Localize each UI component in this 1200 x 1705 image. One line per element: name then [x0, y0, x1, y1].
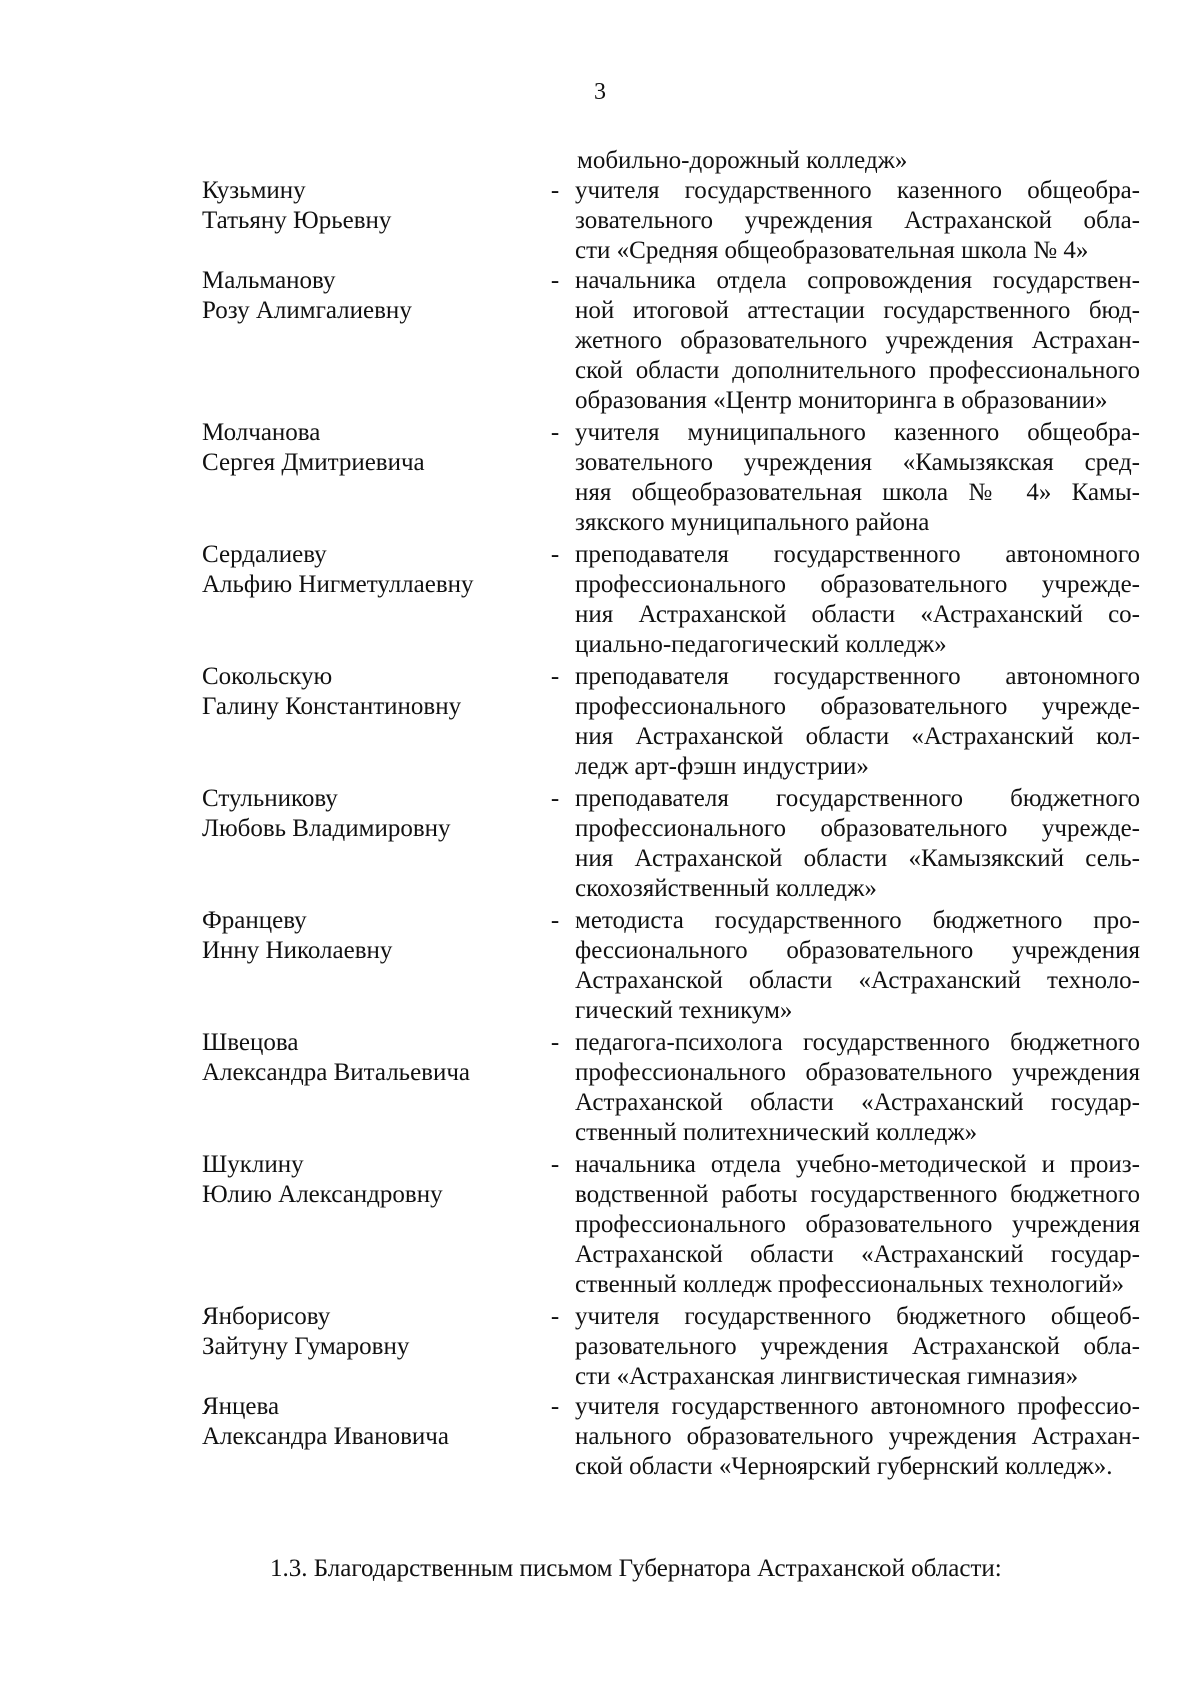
position-description — [575, 1392, 1140, 1482]
person-name — [202, 266, 522, 326]
description-line: ния Астраханской области «Астраханский со- — [575, 601, 1140, 628]
given-names: Инну Николаевну — [202, 937, 393, 964]
list-entry — [0, 1302, 1200, 1392]
surname: Шуклину — [202, 1151, 304, 1178]
given-names: Розу Алимгалиевну — [202, 297, 412, 324]
description-line: ственный политехнический колледж» — [575, 1119, 978, 1146]
list-entry — [0, 906, 1200, 1028]
description-line: ния Астраханской области «Камызякский сель- — [575, 845, 1140, 872]
description-line: сти «Астраханская лингвистическая гимназия» — [575, 1363, 1079, 1390]
award-list — [0, 176, 1200, 1482]
description-line: зякского муниципального района — [575, 509, 930, 536]
description-line: педагога-психолога государственного бюджетного — [575, 1029, 1140, 1056]
surname: Кузьмину — [202, 177, 306, 204]
dash-separator: - — [550, 1029, 560, 1056]
description-line: преподавателя государственного автономного — [575, 663, 1140, 690]
description-line: преподавателя государственного бюджетного — [575, 785, 1140, 812]
dash-separator: - — [550, 1303, 560, 1330]
given-names: Сергея Дмитриевича — [202, 449, 425, 476]
dash-separator: - — [550, 177, 560, 204]
list-entry — [0, 1392, 1200, 1482]
description-line: ской области «Черноярский губернский колледж». — [575, 1453, 1113, 1480]
description-line: профессионального образовательного учрежде- — [575, 815, 1140, 842]
position-description — [575, 1028, 1140, 1148]
description-line: разовательного учреждения Астраханской обла- — [575, 1333, 1140, 1360]
position-description — [575, 418, 1140, 538]
person-name — [202, 1150, 522, 1210]
surname: Мальманову — [202, 267, 336, 294]
description-line: профессионального образовательного учрежде- — [575, 571, 1140, 598]
list-entry — [0, 1150, 1200, 1302]
position-description — [575, 540, 1140, 660]
given-names: Галину Константиновну — [202, 693, 462, 720]
person-name — [202, 1028, 522, 1088]
section-paragraph: 1.3. Благодарственным письмом Губернатора Астраханской области: — [270, 1555, 1002, 1582]
surname: Молчанова — [202, 419, 321, 446]
description-line: фессионального образовательного учреждения — [575, 937, 1140, 964]
position-description — [575, 1150, 1140, 1300]
description-line: ледж арт-фэшн индустрии» — [575, 753, 869, 780]
given-names: Александра Витальевича — [202, 1059, 471, 1086]
description-line: няя общеобразовательная школа № 4» Камы- — [575, 479, 1140, 506]
person-name — [202, 784, 522, 844]
description-line: учителя государственного казенного общеобра- — [575, 177, 1140, 204]
description-line: образования «Центр мониторинга в образовании» — [575, 387, 1108, 414]
surname: Францеву — [202, 907, 307, 934]
dash-separator: - — [550, 663, 560, 690]
description-line: профессионального образовательного учреждения — [575, 1211, 1140, 1238]
description-line: циально-педагогический колледж» — [575, 631, 947, 658]
person-name — [202, 1302, 522, 1362]
description-line: профессионального образовательного учреждения — [575, 1059, 1140, 1086]
dash-separator: - — [550, 267, 560, 294]
list-entry — [0, 1028, 1200, 1150]
description-line: учителя государственного бюджетного общеоб- — [575, 1303, 1140, 1330]
description-line: ственный колледж профессиональных технологий» — [575, 1271, 1125, 1298]
given-names: Юлию Александровну — [202, 1181, 443, 1208]
surname: Янборисову — [202, 1303, 331, 1330]
dash-separator: - — [550, 419, 560, 446]
list-entry — [0, 418, 1200, 540]
description-line: преподавателя государственного автономного — [575, 541, 1140, 568]
person-name — [202, 662, 522, 722]
position-description — [575, 784, 1140, 904]
given-names: Альфию Нигметуллаевну — [202, 571, 474, 598]
dash-separator: - — [550, 541, 560, 568]
description-line: начальника отдела сопровождения государствен- — [575, 267, 1140, 294]
description-line: учителя муниципального казенного общеобра- — [575, 419, 1140, 446]
surname: Швецова — [202, 1029, 299, 1056]
list-entry — [0, 540, 1200, 662]
description-line: жетного образовательного учреждения Астрахан- — [575, 327, 1140, 354]
given-names: Александра Ивановича — [202, 1423, 449, 1450]
description-line: начальника отдела учебно-методической и произ- — [575, 1151, 1140, 1178]
description-line: водственной работы государственного бюджетного — [575, 1181, 1140, 1208]
dash-separator: - — [550, 907, 560, 934]
given-names: Зайтуну Гумаровну — [202, 1333, 410, 1360]
description-line: скохозяйственный колледж» — [575, 875, 877, 902]
person-name — [202, 176, 522, 236]
description-line: зовательного учреждения «Камызякская сред- — [575, 449, 1140, 476]
page-number: 3 — [594, 79, 606, 105]
list-entry — [0, 662, 1200, 784]
description-line: профессионального образовательного учрежде- — [575, 693, 1140, 720]
dash-separator: - — [550, 1151, 560, 1178]
position-description — [575, 906, 1140, 1026]
description-line: ской области дополнительного профессионального — [575, 357, 1140, 384]
list-entry — [0, 176, 1200, 266]
surname: Стульникову — [202, 785, 338, 812]
description-line: нального образовательного учреждения Астрахан- — [575, 1423, 1140, 1450]
list-entry — [0, 266, 1200, 418]
description-line: Астраханской области «Астраханский государ- — [575, 1241, 1140, 1268]
position-description — [575, 662, 1140, 782]
person-name — [202, 540, 522, 600]
position-description — [575, 176, 1140, 266]
continuation-line: мобильно-дорожный колледж» — [577, 147, 908, 174]
description-line: учителя государственного автономного профессио- — [575, 1393, 1140, 1420]
surname: Сердалиеву — [202, 541, 327, 568]
position-description — [575, 266, 1140, 416]
person-name — [202, 418, 522, 478]
person-name — [202, 906, 522, 966]
surname: Сокольскую — [202, 663, 333, 690]
description-line: Астраханской области «Астраханский техноло- — [575, 967, 1140, 994]
given-names: Татьяну Юрьевну — [202, 207, 392, 234]
description-line: сти «Средняя общеобразовательная школа № 4» — [575, 237, 1089, 264]
description-line: ния Астраханской области «Астраханский кол- — [575, 723, 1140, 750]
list-entry — [0, 784, 1200, 906]
position-description — [575, 1302, 1140, 1392]
surname: Янцева — [202, 1393, 280, 1420]
description-line: ной итоговой аттестации государственного бюд- — [575, 297, 1140, 324]
description-line: методиста государственного бюджетного про- — [575, 907, 1140, 934]
dash-separator: - — [550, 785, 560, 812]
description-line: зовательного учреждения Астраханской обла- — [575, 207, 1140, 234]
description-line: Астраханской области «Астраханский государ- — [575, 1089, 1140, 1116]
given-names: Любовь Владимировну — [202, 815, 451, 842]
description-line: гический техникум» — [575, 997, 793, 1024]
person-name — [202, 1392, 522, 1452]
dash-separator: - — [550, 1393, 560, 1420]
